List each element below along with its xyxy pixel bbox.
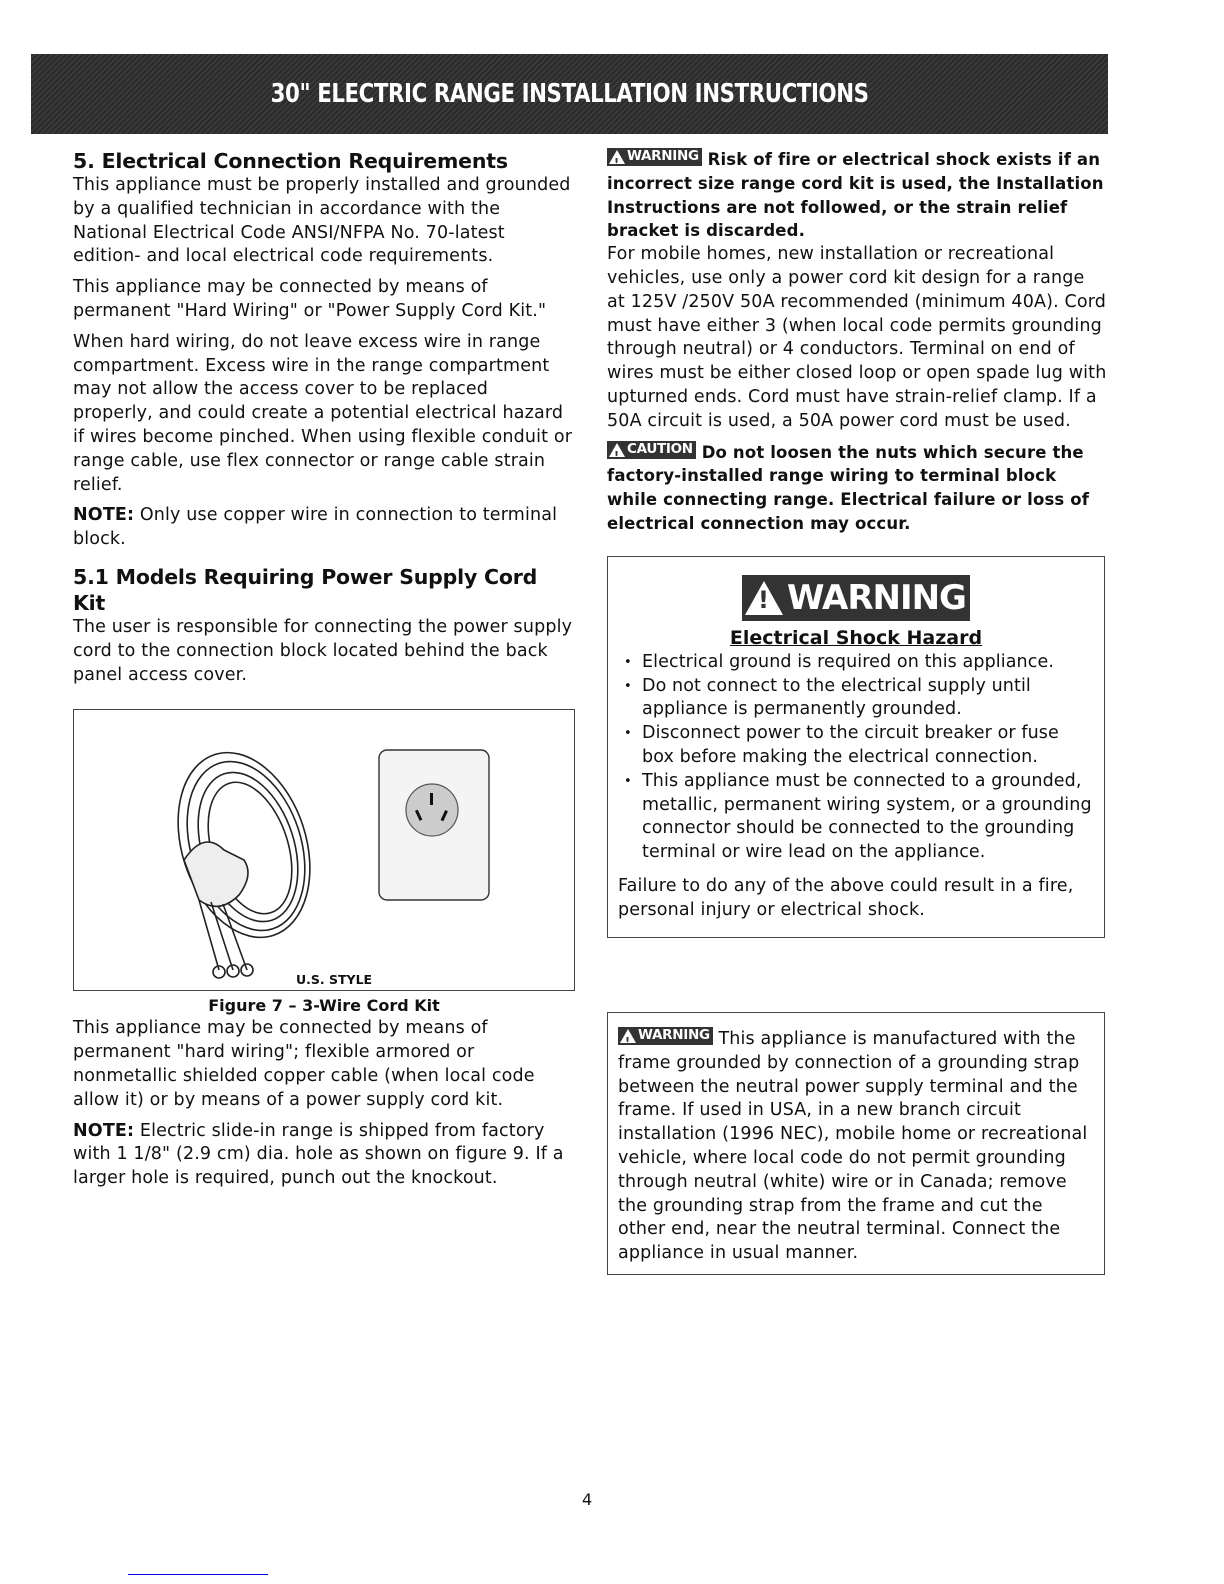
- hazard-bullets: [618, 651, 1094, 865]
- badge-label: WARNING: [627, 148, 699, 165]
- outlet-icon: [379, 750, 489, 900]
- warning-badge: [618, 1027, 713, 1045]
- electrical-shock-warning-box: [607, 556, 1105, 938]
- grounding-strap-warning-box: [607, 1012, 1105, 1275]
- warning-badge: [607, 148, 702, 166]
- hole-note: [73, 1120, 573, 1191]
- warning-triangle-icon: [620, 1029, 636, 1043]
- note-text: Electric slide-in range is shipped from factory with 1 1/8" (2.9 cm) dia. hole as shown on figure 9. If a larger hole is required, punch out the knockout.: [73, 1120, 564, 1189]
- mobile-homes-para: For mobile homes, new installation or recreational vehicles, use only a power cord kit design for a range at 125V /250V 50A recommended (minimum 40A). Cord must have either 3 (when local code permits grounding through neutral) or 4 conductors. Terminal on end of wires must be either closed loop or open spade lug with upturned ends. Cord must have strain-relief clamp. If a 50A circuit is used, a 50A power cord must be used.: [607, 244, 1107, 431]
- hazard-title: Electrical Shock Hazard: [729, 626, 983, 649]
- large-warning-badge: [742, 575, 970, 621]
- cord-kit-illustration: [74, 710, 574, 990]
- section-5-1-heading: 5.1 Models Requiring Power Supply Cord Kit: [73, 564, 538, 615]
- caution-bold-text: Do not loosen the nuts which secure the factory-installed range wiring to terminal block while connecting range. Electrical failure or loss of electrical connection may occur.: [607, 442, 1090, 533]
- hazard-bullet: • Electrical ground is required on this appliance.: [618, 651, 1094, 675]
- warning-triangle-icon: [745, 581, 783, 615]
- page-number: 4: [582, 1490, 593, 1509]
- caution-nuts: [607, 441, 1107, 536]
- connection-means-para: This appliance may be connected by means of permanent "hard wiring"; flexible armored or nonmetallic shielded copper cable (when local code allow it) or by means of a power supply cord kit.: [73, 1018, 535, 1110]
- badge-label: WARNING: [787, 577, 966, 618]
- section-5-para-1: This appliance must be properly installed and grounded by a qualified technician in accordance with the National Electrical Code ANSI/NFPA No. 70-latest edition- and local electrical code requirements.: [73, 175, 571, 267]
- section-5-1-para-1: The user is responsible for connecting the power supply cord to the connection block located behind the back panel access cover.: [73, 616, 573, 685]
- warning-bold-text: Risk of fire or electrical shock exists if an incorrect size range cord kit is used, the Installation Instructions are not followed, or the strain relief bracket is discarded.: [607, 150, 1104, 241]
- section-5-heading: 5. Electrical Connection Requirements: [73, 149, 508, 173]
- note-text: Only use copper wire in connection to terminal block.: [73, 505, 558, 550]
- right-column: [607, 148, 1107, 1264]
- note-label: NOTE:: [73, 1120, 135, 1141]
- caution-triangle-icon: [609, 443, 625, 457]
- section-5-para-2: This appliance may be connected by means of permanent "Hard Wiring" or "Power Supply Cord Kit.": [73, 277, 547, 321]
- section-5-note: [73, 504, 573, 552]
- section-5-para-3: When hard wiring, do not leave excess wire in range compartment. Excess wire in the range compartment may not allow the access cover to be replaced properly, and could create a potential electrical hazard if wires become pinched. When using flexible conduit or range cable, use flex connector or range cable strain relief.: [73, 331, 573, 495]
- note-label: NOTE:: [73, 505, 135, 526]
- after-figure-text: [73, 1017, 573, 1191]
- left-column: [73, 148, 573, 1198]
- badge-label: CAUTION: [627, 440, 693, 457]
- figure-7-box: [73, 709, 575, 1016]
- hazard-bullet: • Disconnect power to the circuit breaker or fuse box before making the electrical connection.: [618, 722, 1094, 770]
- caution-badge: [607, 441, 696, 459]
- title-banner: [31, 54, 1108, 134]
- hazard-bullet: • Do not connect to the electrical supply until appliance is permanently grounded.: [618, 675, 1094, 723]
- page-title: 30" ELECTRIC RANGE INSTALLATION INSTRUCTIONS: [270, 79, 869, 109]
- warning-triangle-icon: [609, 150, 625, 164]
- figure-style-label: U.S. STYLE: [296, 972, 373, 988]
- warning-cord-kit: [607, 148, 1107, 243]
- grounding-strap-text: This appliance is manufactured with the frame grounded by connection of a grounding strap between the neutral power supply terminal and the frame. If used in USA, in a new branch circuit installation (1996 NEC), mobile home or recreational vehicle, where local code do not permit grounding through neutral (white) wire or in Canada; remove the grounding strap from the frame and cut the other end, near the neutral terminal. Connect the appliance in usual manner.: [618, 1029, 1088, 1264]
- failure-statement: Failure to do any of the above could result in a fire, personal injury or electrical shock.: [618, 875, 1074, 920]
- hazard-bullet: • This appliance must be connected to a grounded, metallic, permanent wiring system, or a grounding connector should be connected to the grounding terminal or wire lead on the appliance.: [618, 770, 1094, 865]
- badge-label: WARNING: [638, 1027, 710, 1044]
- grounding-strap-warning: [618, 1027, 1094, 1266]
- figure-caption: Figure 7 – 3-Wire Cord Kit: [208, 996, 440, 1016]
- footer-link-underline: [128, 1574, 268, 1575]
